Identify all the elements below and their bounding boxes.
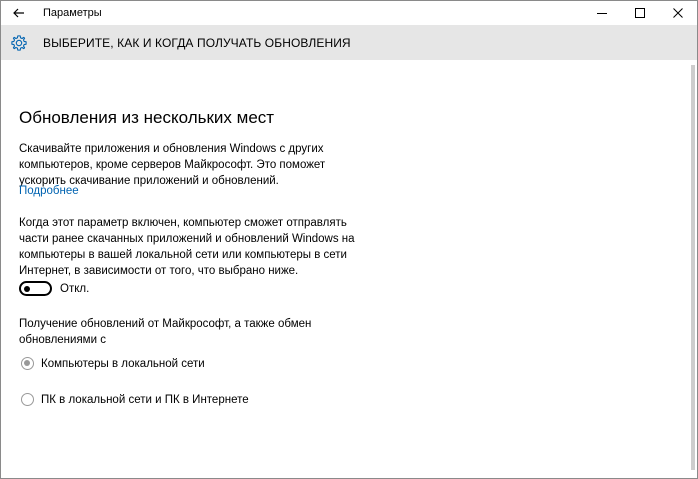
radio-label: ПК в локальной сети и ПК в Интернете <box>41 393 249 406</box>
radio-button[interactable] <box>21 357 34 370</box>
gear-icon <box>10 34 28 52</box>
delivery-toggle-row <box>19 281 89 296</box>
more-info-link[interactable]: Подробнее <box>19 185 79 197</box>
window-controls <box>583 1 697 25</box>
description-line: Скачивайте приложения и обновления Windows с других <box>19 143 324 155</box>
description-line: ускорить скачивание приложений и обновлений. <box>19 175 279 187</box>
explanation-line: Интернет, в зависимости от того, что выбрано ниже. <box>19 265 299 277</box>
close-icon <box>673 8 683 18</box>
receive-text <box>19 316 319 348</box>
section-title: Обновления из нескольких мест <box>19 108 275 127</box>
maximize-icon <box>635 8 645 18</box>
header-icon-wrap <box>1 25 37 60</box>
radio-button[interactable] <box>21 393 34 406</box>
delivery-toggle[interactable] <box>19 281 52 296</box>
toggle-state-label: Откл. <box>60 282 90 295</box>
option-local-network[interactable] <box>21 357 205 370</box>
explanation-text <box>19 215 364 279</box>
explanation-line: Когда этот параметр включен, компьютер сможет отправлять <box>19 217 347 229</box>
toggle-knob <box>24 286 30 292</box>
app-title: Параметры <box>43 7 102 19</box>
description-text <box>19 141 354 189</box>
explanation-line: части ранее скачанных приложений и обновлений Windows на <box>19 233 355 245</box>
explanation-line: компьютеры в вашей локальной сети или компьютеры в сети <box>19 249 347 261</box>
option-local-and-internet[interactable] <box>21 393 249 406</box>
minimize-icon <box>597 8 607 18</box>
radio-dot <box>24 360 30 366</box>
radio-label: Компьютеры в локальной сети <box>41 357 205 370</box>
description-line: компьютеров, кроме серверов Майкрософт. Это поможет <box>19 159 326 171</box>
maximize-button[interactable] <box>621 1 659 25</box>
scrollbar[interactable] <box>691 65 695 470</box>
receive-line: Получение обновлений от Майкрософт, а также обмен <box>19 318 312 330</box>
receive-line: обновлениями с <box>19 334 106 346</box>
back-arrow-icon <box>13 8 25 18</box>
close-button[interactable] <box>659 1 697 25</box>
page-header <box>1 25 697 60</box>
page-title: ВЫБЕРИТЕ, КАК И КОГДА ПОЛУЧАТЬ ОБНОВЛЕНИЯ <box>43 35 351 50</box>
minimize-button[interactable] <box>583 1 621 25</box>
back-button[interactable] <box>1 1 37 25</box>
title-bar <box>1 1 697 25</box>
